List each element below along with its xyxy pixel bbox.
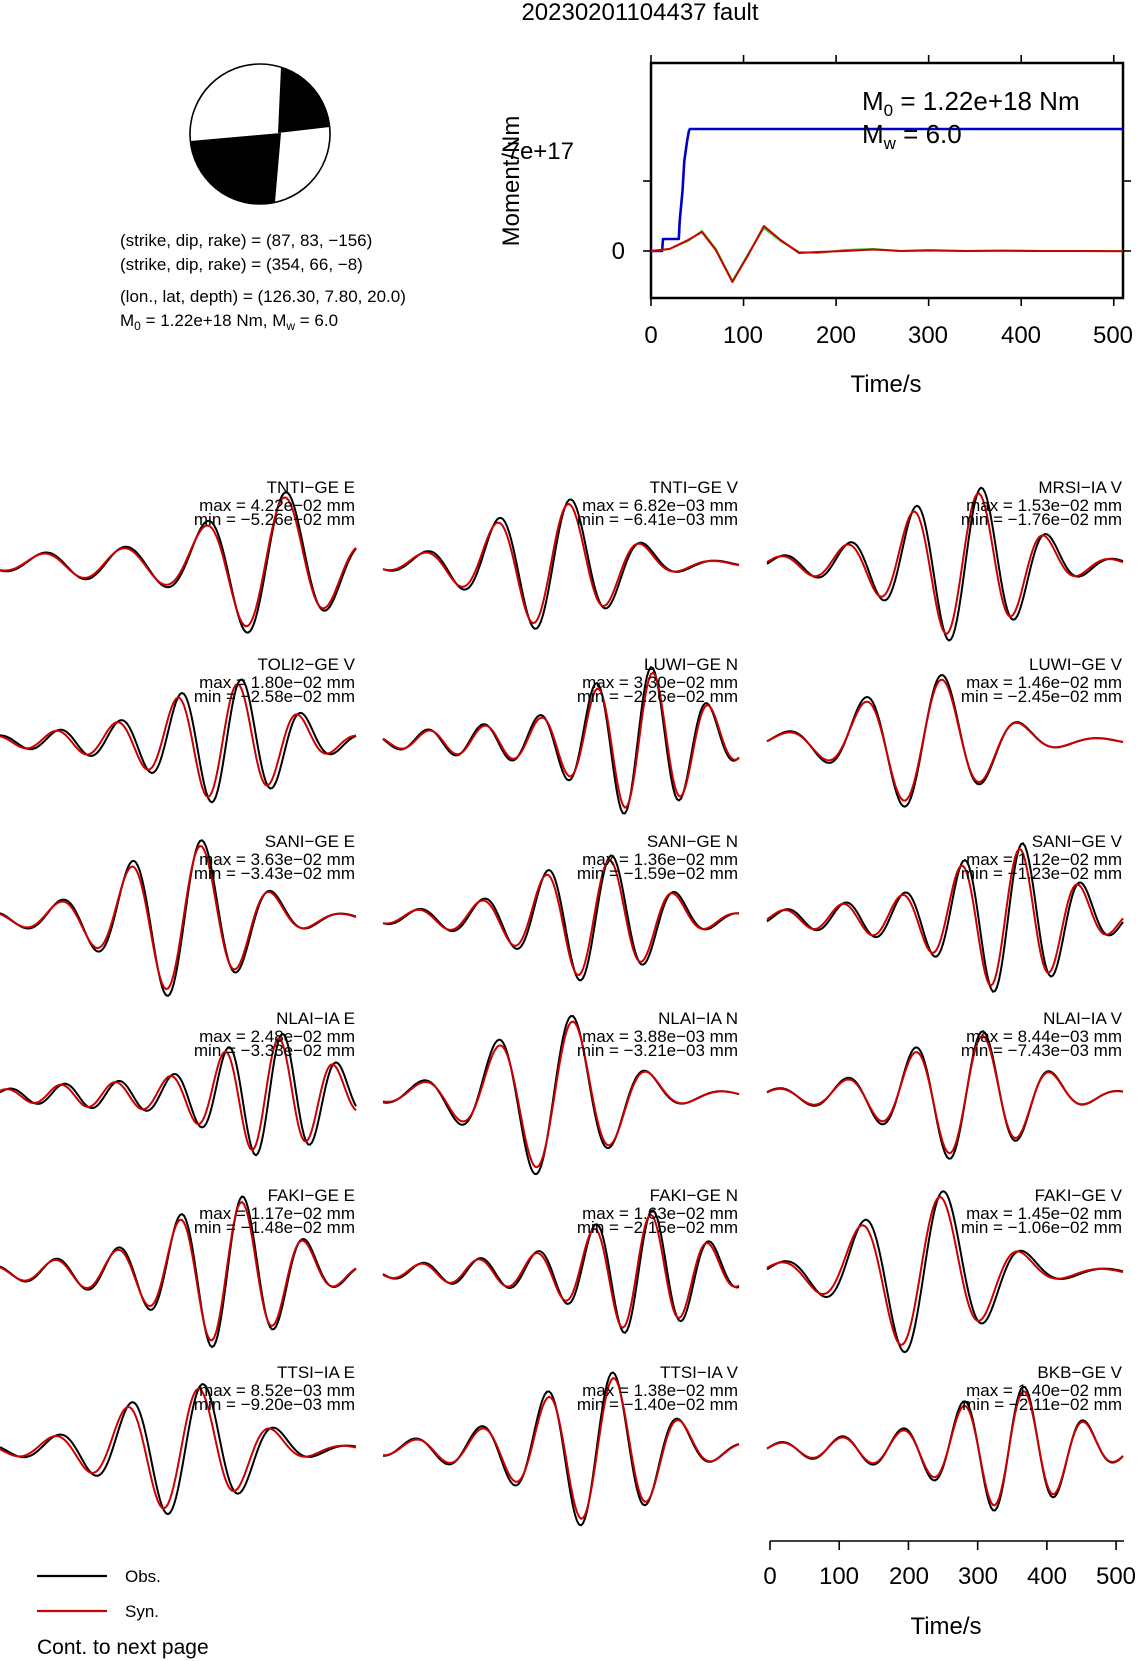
legend [37, 1567, 161, 1621]
trace-min-value: min = −5.26e−02 mm [193, 510, 355, 529]
moment-xtick-label-200: 200 [815, 322, 857, 349]
trace-max-value: max = 6.82e−03 mm [582, 496, 738, 515]
moment-summary: $M_0 = 1.22e+18$ Nm, $M_w = 6.0$ [120, 311, 339, 333]
station-label: FAKI−GE V [1034, 1186, 1122, 1205]
trace-min-value: min = −1.06e−02 mm [960, 1218, 1122, 1237]
trace-min-value: min = −2.26e−02 mm [576, 687, 738, 706]
trace-min-value: min = −2.15e−02 mm [576, 1218, 738, 1237]
waveform-panel [767, 1363, 1123, 1511]
waveform-panel [0, 478, 356, 633]
nodal-plane-2: (strike, dip, rake) = (354, 66, −8) [120, 255, 363, 274]
trace-min-value: min = −2.45e−02 mm [960, 687, 1122, 706]
time-tick-label-100: 100 [818, 1563, 860, 1590]
station-label: SANI−GE N [646, 832, 738, 851]
trace-min-value: min = −1.40e−02 mm [576, 1395, 738, 1414]
trace-max-value: max = 3.30e−02 mm [582, 673, 738, 692]
station-label: LUWI−GE V [1028, 655, 1122, 674]
trace-max-value: max = 2.48e−02 mm [199, 1027, 355, 1046]
observed-moment-rate-line [651, 228, 1123, 281]
station-label: TOLI2−GE V [257, 655, 355, 674]
nodal-plane-1: (strike, dip, rake) = (87, 83, −156) [120, 231, 373, 250]
waveform-panel [383, 832, 739, 980]
waveform-panel [767, 655, 1123, 807]
trace-min-value: min = −6.41e−03 mm [576, 510, 738, 529]
station-label: BKB−GE V [1037, 1363, 1122, 1382]
trace-max-value: max = 1.12e−02 mm [966, 850, 1122, 869]
station-label: TTSI−IA E [277, 1363, 355, 1382]
station-label: NLAI−IA V [1043, 1009, 1122, 1028]
trace-min-value: min = −1.48e−02 mm [193, 1218, 355, 1237]
trace-min-value: min = −3.43e−02 mm [193, 864, 355, 883]
trace-max-value: max = 1.38e−02 mm [582, 1381, 738, 1400]
station-label: MRSI−IA V [1038, 478, 1122, 497]
time-tick-label-200: 200 [888, 1563, 930, 1590]
waveform-panel [767, 478, 1123, 641]
waveform-time-axis [763, 1541, 1136, 1640]
trace-max-value: max = 1.40e−02 mm [966, 1381, 1122, 1400]
moment-y-axis-title: Moment/Nm [498, 115, 525, 247]
waveform-panel [0, 832, 356, 996]
continuation-note: Cont. to next page [37, 1636, 209, 1659]
waveform-panel [0, 655, 356, 802]
station-label: TTSI−IA V [660, 1363, 738, 1382]
trace-max-value: max = 1.17e−02 mm [199, 1204, 355, 1223]
moment-xtick-label-300: 300 [907, 322, 949, 349]
time-tick-label-500: 500 [1095, 1563, 1137, 1590]
beachball [190, 64, 330, 204]
station-label: NLAI−IA E [276, 1009, 355, 1028]
moment-xtick-label-100: 100 [722, 322, 764, 349]
waveform-panel [767, 1009, 1123, 1159]
moment-rate-chart [498, 55, 1133, 398]
hypocenter-location: (lon., lat, depth) = (126.30, 7.80, 20.0) [120, 287, 406, 306]
waveform-panel [0, 1186, 356, 1347]
trace-min-value: min = −1.76e−02 mm [960, 510, 1122, 529]
figure-title: 20230201104437 fault [521, 0, 759, 26]
moment-x-axis-title: Time/s [850, 371, 922, 398]
trace-max-value: max = 3.88e−03 mm [582, 1027, 738, 1046]
time-tick-label-0: 0 [763, 1563, 777, 1590]
trace-max-value: max = 1.80e−02 mm [199, 673, 355, 692]
synthetic-moment-rate-line [651, 226, 1123, 282]
trace-min-value: min = −3.33e−02 mm [193, 1041, 355, 1060]
trace-min-value: min = −7.43e−03 mm [960, 1041, 1122, 1060]
trace-max-value: max = 4.22e−02 mm [199, 496, 355, 515]
moment-xtick-label-0: 0 [644, 322, 658, 349]
trace-max-value: max = 1.45e−02 mm [966, 1204, 1122, 1223]
moment-mw-annotation: $M_w = 6.0$ [862, 119, 962, 153]
waveform-panel [0, 1009, 356, 1155]
time-axis-ticks [770, 1541, 1116, 1550]
trace-max-value: max = 1.36e−02 mm [582, 850, 738, 869]
trace-max-value: max = 1.63e−02 mm [582, 1204, 738, 1223]
moment-ytick-label-7e17: 7e+17 [506, 138, 574, 165]
trace-max-value: max = 1.46e−02 mm [966, 673, 1122, 692]
station-label: FAKI−GE E [267, 1186, 355, 1205]
time-axis-title: Time/s [910, 1613, 982, 1640]
waveform-panel [0, 1363, 356, 1514]
waveform-panel [767, 832, 1123, 992]
trace-max-value: max = 8.52e−03 mm [199, 1381, 355, 1400]
waveform-panel [383, 1186, 739, 1333]
trace-min-value: min = −2.58e−02 mm [193, 687, 355, 706]
waveform-panel [383, 1363, 739, 1525]
trace-max-value: max = 3.63e−02 mm [199, 850, 355, 869]
trace-min-value: min = −1.59e−02 mm [576, 864, 738, 883]
waveform-panel [383, 1009, 739, 1174]
station-label: NLAI−IA N [658, 1009, 738, 1028]
trace-min-value: min = −9.20e−03 mm [193, 1395, 355, 1414]
station-label: FAKI−GE N [649, 1186, 738, 1205]
waveform-grid [0, 478, 1123, 1525]
trace-max-value: max = 8.44e−03 mm [966, 1027, 1122, 1046]
moment-ytick-label-0: 0 [611, 238, 625, 265]
moment-xtick-label-400: 400 [1000, 322, 1042, 349]
time-tick-label-300: 300 [957, 1563, 999, 1590]
trace-min-value: min = −1.23e−02 mm [960, 864, 1122, 883]
waveform-panel [383, 478, 739, 629]
station-label: SANI−GE E [264, 832, 355, 851]
beachball-compressional-sw [190, 133, 281, 204]
time-tick-label-400: 400 [1026, 1563, 1068, 1590]
moment-m0-annotation: $M_0 = 1.22e+18$ Nm [862, 86, 1080, 120]
station-label: LUWI−GE N [644, 655, 738, 674]
legend-syn-label: Syn. [125, 1602, 160, 1621]
waveform-panel [767, 1186, 1123, 1352]
waveform-panel [383, 655, 739, 813]
legend-obs-label: Obs. [125, 1567, 161, 1586]
trace-max-value: max = 1.53e−02 mm [966, 496, 1122, 515]
moment-xtick-label-500: 500 [1092, 322, 1134, 349]
station-label: SANI−GE V [1031, 832, 1122, 851]
trace-min-value: min = −3.21e−03 mm [576, 1041, 738, 1060]
station-label: TNTI−GE V [649, 478, 738, 497]
station-label: TNTI−GE E [266, 478, 355, 497]
trace-min-value: min = −2.11e−02 mm [962, 1395, 1122, 1414]
